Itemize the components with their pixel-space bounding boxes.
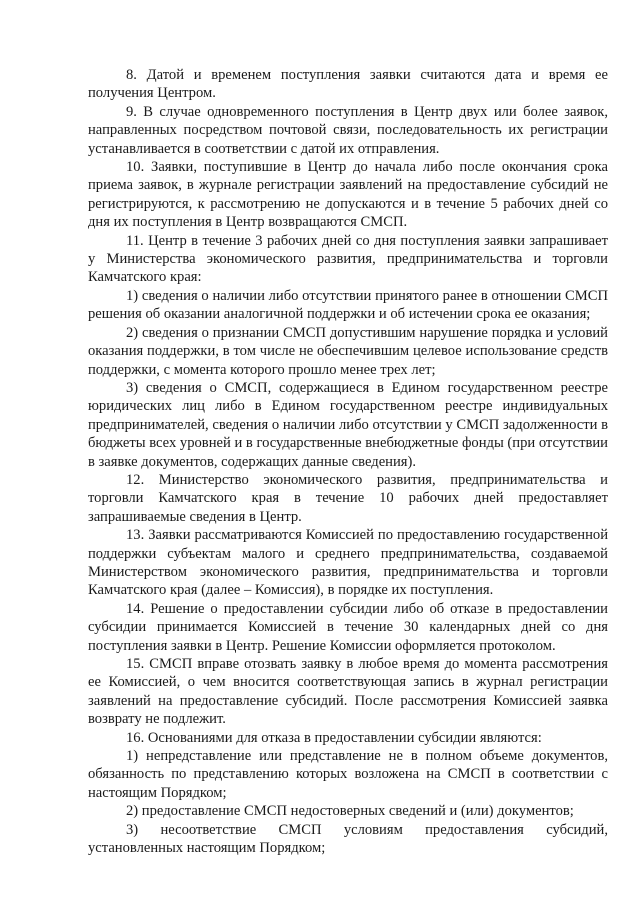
document-page	[88, 66, 608, 857]
paragraph-11-item-2: 2) сведения о признании СМСП допустившим нарушение порядка и условий оказания поддержки, в том числе не обеспечившим целевое использование средств поддержки, с момента которого прошло менее трех лет;	[88, 324, 608, 378]
paragraph-11-item-3: 3) сведения о СМСП, содержащиеся в Едином государственном реестре юридических лиц либо в Едином государственном реестре индивидуальных предпринимателей, сведения о наличии либо отсутствии у СМСП задолженности в бюджеты всех уровней и в государственные внебюджетные фонды (при отсутствии в заявке документов, содержащих данные сведения).	[88, 379, 608, 470]
paragraph-13: 13. Заявки рассматриваются Комиссией по предоставлению государственной поддержки субъектам малого и среднего предпринимательства, создаваемой Министерством экономического развития, предпринимательства и торговли Камчатского края (далее – Комиссия), в порядке их поступления.	[88, 527, 608, 599]
paragraph-12: 12. Министерство экономического развития, предпринимательства и торговли Камчатского края в течение 10 рабочих дней предоставляет запрашиваемые сведения в Центр.	[88, 471, 608, 525]
paragraph-9: 9. В случае одновременного поступления в Центр двух или более заявок, направленных посредством почтовой связи, последовательность их регистрации устанавливается в соответствии с датой их отправления.	[88, 103, 608, 157]
paragraph-16: 16. Основаниями для отказа в предоставлении субсидии являются:	[126, 729, 542, 746]
paragraph-16-item-2: 2) предоставление СМСП недостоверных сведений и (или) документов;	[126, 803, 574, 820]
paragraph-8: 8. Датой и временем поступления заявки считаются дата и время ее получения Центром.	[88, 67, 608, 102]
paragraph-10: 10. Заявки, поступившие в Центр до начала либо после окончания срока приема заявок, в журнале регистрации заявлений на предоставление субсидий не регистрируются, к рассмотрению не допускаются и в течение 5 рабочих дней со дня их поступления в Центр возвращаются СМСП.	[88, 159, 608, 231]
paragraph-15: 15. СМСП вправе отозвать заявку в любое время до момента рассмотрения ее Комиссией, о чем вносится соответствующая запись в журнал регистрации заявлений на предоставление субсидий. После рассмотрения Комиссией заявка возврату не подлежит.	[88, 656, 608, 728]
paragraph-14: 14. Решение о предоставлении субсидии либо об отказе в предоставлении субсидии принимается Комиссией в течение 30 календарных дней со дня поступления заявки в Центр. Решение Комиссии оформляется протоколом.	[88, 600, 608, 654]
paragraph-11: 11. Центр в течение 3 рабочих дней со дня поступления заявки запрашивает у Министерства экономического развития, предпринимательства и торговли Камчатского края:	[88, 232, 608, 286]
paragraph-11-item-1: 1) сведения о наличии либо отсутствии принятого ранее в отношении СМСП решения об оказании аналогичной поддержки и об истечении срока ее оказания;	[88, 287, 608, 323]
paragraph-16-item-1: 1) непредставление или представление не в полном объеме документов, обязанность по представлению которых возложена на СМСП в соответствии с настоящим Порядком;	[88, 748, 608, 801]
paragraph-16-item-3: 3) несоответствие СМСП условиям предоставления субсидий, установленных настоящим Порядком;	[88, 821, 608, 857]
